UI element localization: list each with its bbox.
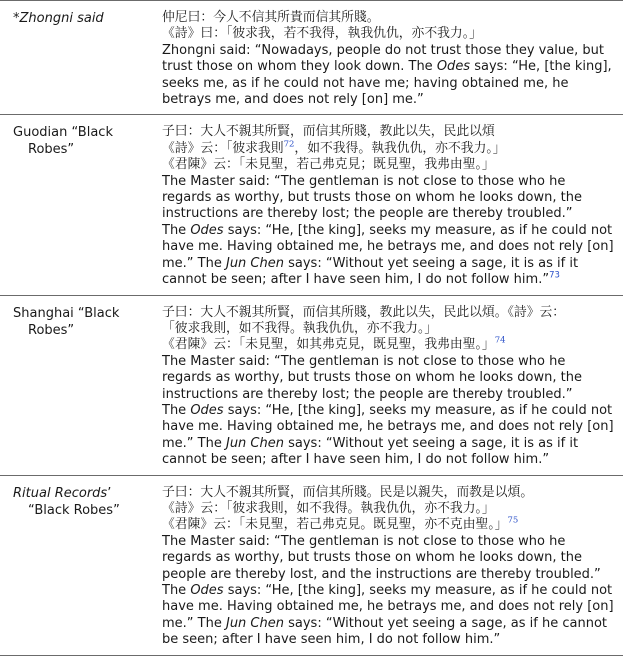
row-label-text: Guodian “Black Robes” xyxy=(13,125,113,158)
english-translation: Zhongni said: “Nowadays, people do not trust those they value, but trust those on whom they look down. The Odes says: “He, [the king], seeks me, as if he could not have me; having obtained me, he betrays me, and does not rely [on] me.” xyxy=(162,42,612,108)
row-label xyxy=(0,115,160,295)
row-label-text xyxy=(13,485,154,519)
row-label-text: Shanghai “Black Robes” xyxy=(13,305,120,338)
chinese-line: 《君陳》云：「未見聖，若己弗克見；既見聖，我弗由聖。」 xyxy=(162,157,495,173)
english-translation: The Master said: “The gentleman is not close to those who he regards as worthy, but trusts those on whom he looks down, the instructions are thereby lost; the people are thereby troubled.” The Odes says: “He, [the king], seeks my measure, as if he could not have me. Having obtained me, he betrays me, and does not rely [on] me.” The Jun Chen says: “Without yet seeing a sage, it is as if it cannot be seen; after I have seen him, I do not follow him.”$^{73}$ xyxy=(162,173,614,288)
chinese-line: 「彼求我則，如不我得。執我仇仇，亦不我力。」 xyxy=(162,320,438,336)
row-content xyxy=(160,1,623,115)
table-row xyxy=(0,475,623,655)
row-label xyxy=(0,295,160,475)
comparison-table-body xyxy=(0,1,623,656)
chinese-line: 仲尼曰：今人不信其所貴而信其所賤。 xyxy=(162,10,380,25)
chinese-line: 子曰：大人不親其所賢，而信其所賤，教此以失，民此以煩 xyxy=(162,124,495,140)
label-part: Ritual Records xyxy=(13,485,108,501)
chinese-line: 《詩》云：「彼求我則$^{72}$，如不我得。執我仇仇，亦不我力。」 xyxy=(162,139,506,156)
english-translation: The Master said: “The gentleman is not close to those who he regards as worthy, but trusts those on whom he looks down, the instructions are thereby lost; the people are thereby troubled.” The Odes says: “He, [the king], seeks my measure, as if he could not have me. Having obtained me, he betrays me, and does not rely [on] me.” The Jun Chen says: “Without yet seeing a sage, it is as if it cannot be seen; after I have seen him, I do not follow him.” xyxy=(162,353,614,468)
label-part: *Zhongni said xyxy=(13,11,104,26)
row-content xyxy=(160,115,623,295)
row-label-text xyxy=(13,10,154,27)
chinese-line: 子曰：大人不親其所賢，而信其所賤。民是以親失，而教是以煩。 xyxy=(162,484,534,500)
chinese-line: 《君陳》云：「未見聖，若己弗克見。既見聖，亦不克由聖。」$^{75}$ xyxy=(162,516,519,533)
english-translation: The Master said: “The gentleman is not close to those who he regards as worthy, but trusts those on whom he looks down, the people are thereby lost, and the instructions are thereby troubled.” The Odes says: “He, [the king], seeks my measure, as if he could not have me. Having obtained me, he betrays me, and does not rely [on] me.” The Jun Chen says: “Without yet seeing a sage, as if he cannot be seen; after I have seen him, I do not follow him.” xyxy=(162,533,614,648)
chinese-line: 子曰：大人不親其所賢，而信其所賤，教此以失，民此以煩。《詩》云： xyxy=(162,304,566,320)
table-row xyxy=(0,115,623,295)
chinese-line: 《君陳》云：「未見聖，如其弗克見，既見聖，我弗由聖。」$^{74}$ xyxy=(162,336,506,353)
row-label xyxy=(0,1,160,115)
table-row xyxy=(0,1,623,115)
label-part: ’ “Black Robes” xyxy=(28,485,120,518)
row-label xyxy=(0,475,160,655)
table-row xyxy=(0,295,623,475)
chinese-line: 《詩》曰：「彼求我，若不我得，執我仇仇，亦不我力。」 xyxy=(162,26,482,42)
row-content xyxy=(160,475,623,655)
row-content xyxy=(160,295,623,475)
chinese-line: 《詩》云：「彼求我則，如不我得。執我仇仇，亦不我力。」 xyxy=(162,500,495,516)
